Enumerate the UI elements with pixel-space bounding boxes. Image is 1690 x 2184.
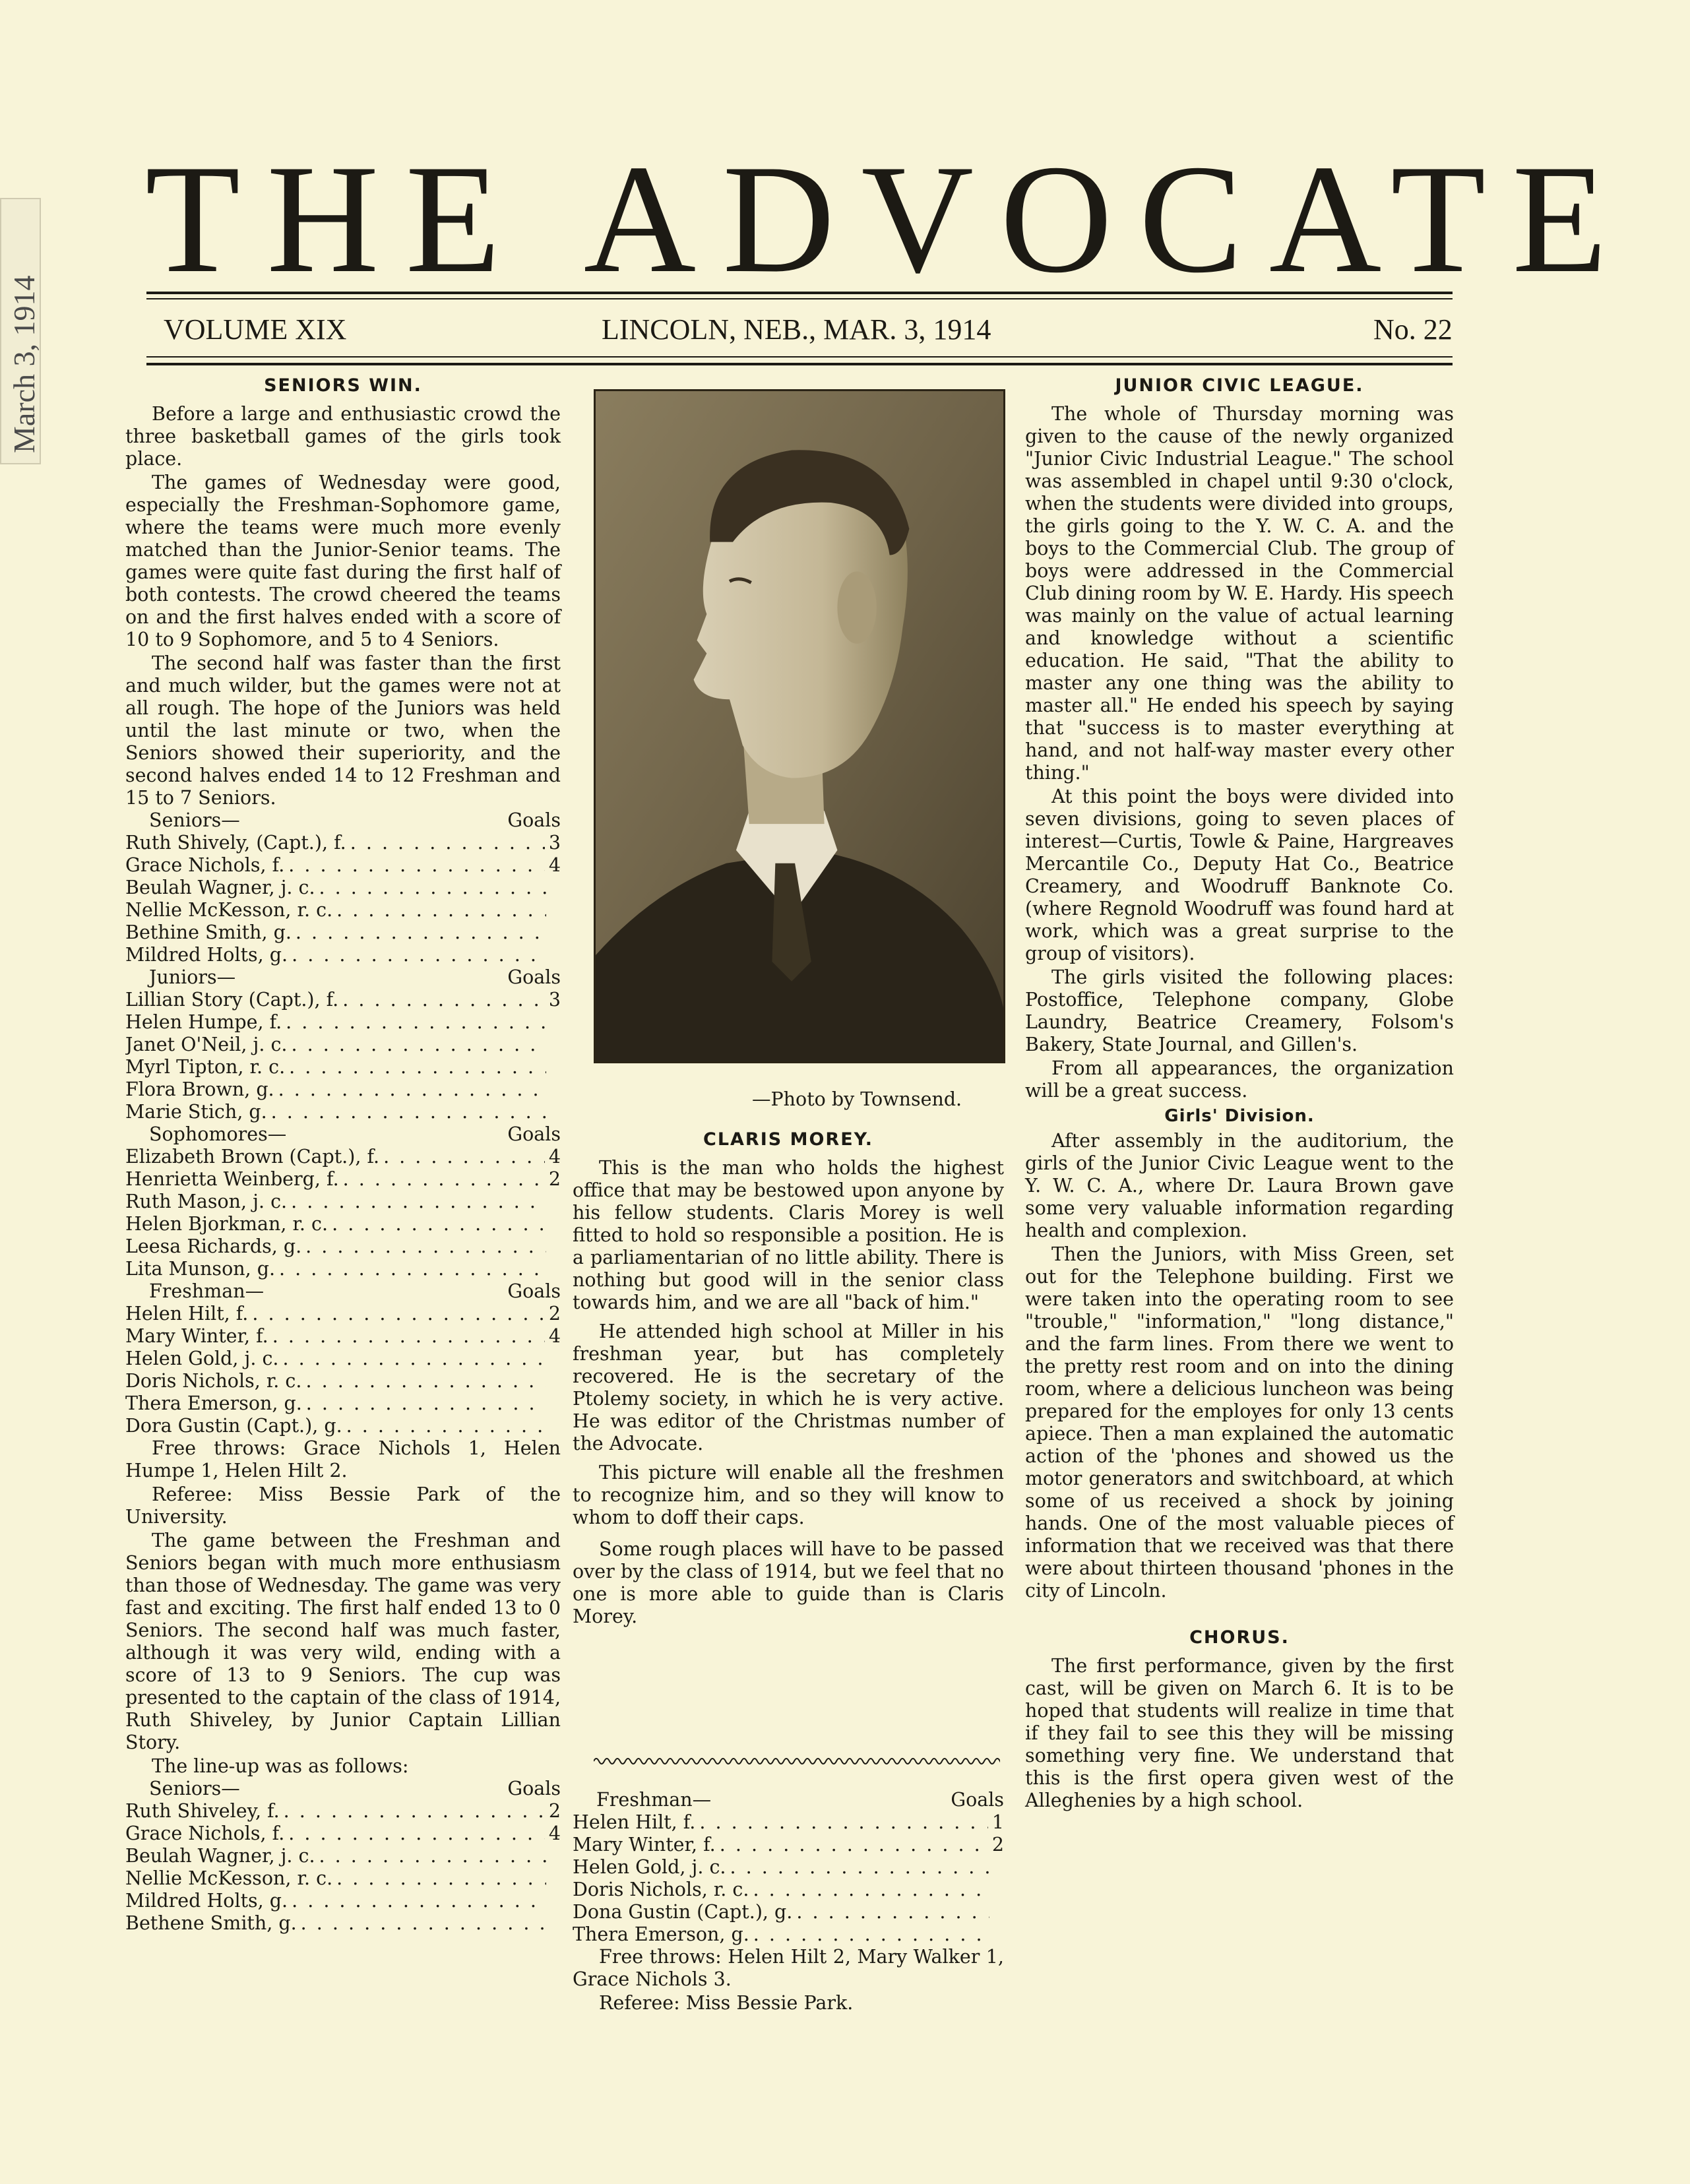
article-title: SENIORS WIN. — [264, 375, 422, 396]
dot-leader — [286, 1011, 546, 1034]
paragraph: The girls visited the following places: Postoffice, Telephone company, Globe Laundry, Beatrice Creamery, Folsom's Bakery, State Journal, and Gillen's. — [1025, 966, 1454, 1055]
player-row — [125, 1191, 561, 1213]
paragraph: Some rough places will have to be passed over by the class of 1914, but we feel that no one is more able to guide than is Claris Morey. — [573, 1538, 1004, 1627]
player-row — [125, 1011, 561, 1034]
player-row — [125, 989, 561, 1011]
player-name: Lita Munson, g. — [125, 1258, 275, 1280]
folio-rule-thin — [146, 356, 1453, 358]
player-row — [125, 1101, 561, 1123]
dot-leader — [288, 854, 545, 877]
player-row — [125, 1415, 561, 1437]
player-name: Marie Stich, g. — [125, 1101, 267, 1123]
player-goals: 2 — [548, 1303, 561, 1325]
player-goals: 1 — [991, 1811, 1004, 1833]
player-name: Helen Gold, j. c. — [573, 1856, 726, 1878]
dot-leader — [753, 1879, 989, 1901]
player-row — [125, 1325, 561, 1348]
player-goals: 3 — [548, 832, 561, 854]
dot-leader — [306, 1392, 546, 1415]
player-row — [125, 1348, 561, 1370]
player-name: Grace Nichols, f. — [125, 1823, 285, 1844]
masthead-title: THE ADVOCATE — [145, 133, 1634, 305]
dot-leader — [272, 1325, 545, 1348]
masthead-rule-top-thin — [146, 298, 1453, 299]
player-name: Thera Emerson, g. — [573, 1923, 749, 1945]
player-name: Leesa Richards, g. — [125, 1235, 302, 1257]
goals-label: Goals — [507, 1123, 561, 1145]
team-name: Sophomores— — [149, 1123, 287, 1145]
paragraph: The line-up was as follows: — [152, 1755, 409, 1777]
photo-credit: —Photo by Townsend. — [752, 1088, 962, 1110]
player-goals: 4 — [548, 1823, 561, 1844]
player-name: Doris Nichols, r. c. — [125, 1370, 302, 1392]
dot-leader — [336, 1867, 546, 1890]
goals-label: Goals — [507, 809, 561, 831]
article-title-chorus: CHORUS. — [1189, 1627, 1290, 1648]
article-title: JUNIOR CIVIC LEAGUE. — [1115, 375, 1364, 396]
team-name: Seniors— — [149, 1778, 240, 1799]
dot-leader — [289, 1056, 546, 1078]
player-goals: 4 — [548, 854, 561, 876]
player-name: Ruth Mason, j. c. — [125, 1191, 288, 1212]
player-name: Helen Humpe, f. — [125, 1011, 282, 1033]
player-row — [573, 1879, 1004, 1901]
player-name: Doris Nichols, r. c. — [573, 1879, 749, 1900]
player-name: Henrietta Weinberg, f. — [125, 1168, 339, 1190]
player-row — [125, 854, 561, 877]
player-name: Bethine Smith, g. — [125, 921, 292, 943]
player-name: Lillian Story (Capt.), f. — [125, 989, 339, 1011]
paragraph: The first performance, given by the first cast, will be given on March 6. It is to be hoped that students will realize in time that if they fail to see this they will be missing something very fine. We understand that this is the first opera given west of the Alleghenies by a high school. — [1025, 1655, 1454, 1811]
player-name: Mary Winter, f. — [125, 1325, 268, 1347]
player-row — [125, 1056, 561, 1078]
subsection-title: Girls' Division. — [1164, 1106, 1315, 1126]
dot-leader — [301, 1912, 546, 1935]
player-name: Bethene Smith, g. — [125, 1912, 297, 1934]
article-seniors-win — [125, 373, 561, 1935]
team-header — [125, 1778, 561, 1800]
article-title: CLARIS MOREY. — [703, 1129, 873, 1150]
player-name: Helen Hilt, f. — [125, 1303, 249, 1325]
paragraph: This picture will enable all the freshmen to recognize him, and so they will know to whom to doff their caps. — [573, 1462, 1004, 1528]
team-header — [125, 1280, 561, 1303]
dot-leader — [252, 1303, 544, 1325]
player-name: Mary Winter, f. — [573, 1834, 716, 1856]
paragraph: After assembly in the auditorium, the girls of the Junior Civic League went to the Y. W. C. A., where Dr. Laura Brown gave some very valuable information regarding health and complexion. — [1025, 1130, 1454, 1241]
team-header — [125, 966, 561, 989]
goals-label: Goals — [507, 966, 561, 988]
dot-leader — [292, 944, 546, 966]
dot-leader — [336, 899, 546, 921]
dot-leader — [292, 1890, 546, 1912]
player-row — [125, 832, 561, 854]
player-row — [125, 1867, 561, 1890]
player-name: Grace Nichols, f. — [125, 854, 285, 876]
player-row — [125, 1078, 561, 1101]
dot-leader — [332, 1213, 546, 1235]
player-row — [125, 1845, 561, 1867]
masthead-rule-top — [146, 292, 1453, 294]
player-row — [573, 1923, 1004, 1946]
paragraph: Then the Juniors, with Miss Green, set out for the Telephone building. First we were taken into the operating room to see "trouble," "information," "long distance," and the farm lines. From there we went to the pretty rest room and on into the dining room, where a delicious luncheon was being prepared for the employes for only 13 cents apiece. Then a man explained the automatic action of the 'phones and showed us the motor generators and switchboard, at which some of us received a shock by joining hands. One of the most valuable pieces of information that we received was that there were about thirteen thousand 'phones in the city of Lincoln. — [1025, 1243, 1454, 1602]
paragraph: Referee: Miss Bessie Park of the University. — [125, 1483, 561, 1528]
portrait-photo — [594, 389, 1005, 1063]
player-goals: 2 — [548, 1800, 561, 1822]
player-goals: 3 — [548, 989, 561, 1011]
player-name: Nellie McKesson, r. c. — [125, 899, 333, 921]
player-row — [125, 1146, 561, 1168]
article-claris-morey — [573, 1127, 1004, 1628]
dot-leader — [350, 832, 545, 854]
player-name: Helen Hilt, f. — [573, 1811, 696, 1833]
folio-rule — [146, 363, 1453, 365]
team-name: Freshman— — [596, 1789, 712, 1811]
player-name: Nellie McKesson, r. c. — [125, 1867, 333, 1889]
player-row — [125, 877, 561, 899]
player-name: Mildred Holts, g. — [125, 1890, 288, 1912]
player-row — [125, 899, 561, 921]
dot-leader — [343, 1168, 545, 1191]
team-header — [125, 809, 561, 832]
paragraph: The second half was faster than the first and much wilder, but the games were not at all rough. The hope of the Juniors was held until the last minute or two, when the Seniors showed their superiority, and the second halves ended 14 to 12 Freshman and 15 to 7 Seniors. — [125, 652, 561, 809]
player-name: Elizabeth Brown (Capt.), f. — [125, 1146, 380, 1168]
player-row — [125, 1890, 561, 1912]
team-header — [573, 1789, 1004, 1811]
player-name: Helen Bjorkman, r. c. — [125, 1213, 329, 1235]
dot-leader — [296, 921, 546, 944]
player-row — [125, 1235, 561, 1258]
dot-leader — [319, 877, 546, 899]
player-row — [125, 1370, 561, 1392]
team-name: Freshman— — [149, 1280, 265, 1302]
player-name: Beulah Wagner, j. c. — [125, 877, 315, 898]
player-row — [573, 1901, 1004, 1923]
freshman-lineup — [573, 1789, 1004, 2014]
player-row — [125, 1912, 561, 1935]
team-name: Juniors— — [149, 966, 236, 988]
section-divider — [594, 1755, 1000, 1768]
player-row — [125, 1823, 561, 1845]
dot-leader — [305, 1370, 546, 1392]
dot-leader — [291, 1034, 546, 1056]
dot-leader — [279, 1258, 546, 1280]
player-row — [573, 1811, 1004, 1834]
dot-leader — [753, 1923, 989, 1946]
paragraph: From all appearances, the organization will be a great success. — [1025, 1057, 1454, 1102]
player-row — [125, 1258, 561, 1280]
dot-leader — [699, 1811, 987, 1834]
player-name: Ruth Shively, (Capt.), f. — [125, 832, 346, 854]
paragraph: He attended high school at Miller in his freshman year, but has completely recovered. He is the secretary of the Ptolemy society, in which he is very active. He was editor of the Christmas number of the Advocate. — [573, 1321, 1004, 1454]
dot-leader — [730, 1856, 990, 1879]
article-junior-civic-league — [1025, 373, 1454, 1812]
player-name: Ruth Shiveley, f. — [125, 1800, 280, 1822]
player-name: Dona Gustin (Capt.), g. — [573, 1901, 793, 1923]
paragraph: Before a large and enthusiastic crowd the three basketball games of the girls took place. — [125, 403, 561, 470]
dot-leader — [284, 1800, 545, 1823]
paragraph: Referee: Miss Bessie Park. — [599, 1992, 854, 2014]
player-goals: 4 — [548, 1325, 561, 1347]
player-row — [125, 1213, 561, 1235]
dot-leader — [278, 1078, 546, 1101]
player-name: Helen Gold, j. c. — [125, 1348, 279, 1369]
player-name: Mildred Holts, g. — [125, 944, 288, 966]
player-name: Thera Emerson, g. — [125, 1392, 302, 1414]
player-name: Flora Brown, g. — [125, 1078, 274, 1100]
paragraph: Free throws: Helen Hilt 2, Mary Walker 1, Grace Nichols 3. — [573, 1946, 1004, 1990]
player-row — [125, 1392, 561, 1415]
dot-leader — [288, 1823, 545, 1845]
archive-date-text: March 3, 1914 — [7, 275, 41, 453]
team-header — [125, 1123, 561, 1146]
player-goals: 4 — [548, 1146, 561, 1168]
dot-leader — [319, 1845, 546, 1867]
player-goals: 2 — [991, 1834, 1004, 1856]
volume-label: VOLUME XIX — [164, 313, 347, 346]
dot-leader — [383, 1146, 545, 1168]
player-name: Dora Gustin (Capt.), g. — [125, 1415, 342, 1437]
player-row — [573, 1834, 1004, 1856]
player-name: Beulah Wagner, j. c. — [125, 1845, 315, 1867]
dot-leader — [796, 1901, 989, 1923]
dot-leader — [305, 1235, 546, 1258]
dot-leader — [342, 989, 545, 1011]
player-row — [125, 944, 561, 966]
player-row — [125, 1303, 561, 1325]
archive-date-label — [0, 198, 41, 464]
paragraph: The games of Wednesday were good, especially the Freshman-Sophomore game, where the teams were much more evenly matched than the Junior-Senior teams. The games were quite fast during the first half of both contests. The crowd cheered the teams on and the first halves ended with a score of 10 to 9 Sophomore, and 5 to 4 Seniors. — [125, 472, 561, 650]
player-row — [125, 1800, 561, 1823]
goals-label: Goals — [507, 1280, 561, 1302]
player-name: Myrl Tipton, r. c. — [125, 1056, 286, 1078]
paragraph: Free throws: Grace Nichols 1, Helen Humpe 1, Helen Hilt 2. — [125, 1437, 561, 1482]
dot-leader — [271, 1101, 546, 1123]
paragraph: The game between the Freshman and Seniors began with much more enthusiasm than those of Wednesday. The game was very fast and exciting. The first half ended 13 to 0 Seniors. The second half was much faster, although it was very wild, ending with a score of 13 to 9 Seniors. The cup was presented to the captain of the class of 1914, Ruth Shiveley, by Junior Captain Lillian Story. — [125, 1530, 561, 1753]
portrait-image — [596, 391, 1003, 1061]
dot-leader — [720, 1834, 988, 1856]
player-row — [125, 1168, 561, 1191]
paragraph: The whole of Thursday morning was given to the cause of the newly organized "Junior Civic Industrial League." The school was assembled in chapel until 9:30 o'clock, when the students were divided into groups, the girls going to the Y. W. C. A. and the boys to the Commercial Club. The group of boys were addressed in the Commercial Club dining room by W. E. Hardy. His speech was mainly on the value of actual learning and knowledge without a scientific education. He said, "That the ability to master any one thing was the ability to master all." He ended his speech by saying that "success is to master everything at hand, and not half-way master every other thing." — [1025, 403, 1454, 784]
team-name: Seniors— — [149, 809, 240, 831]
paragraph: This is the man who holds the highest office that may be bestowed upon anyone by his fellow students. Claris Morey is well fitted to hold so responsible a position. He is a parliamentarian of no little ability. There is nothing but good will in the senior class towards him, and we are all "back of him." — [573, 1157, 1004, 1313]
player-row — [125, 921, 561, 944]
paragraph: At this point the boys were divided into seven divisions, going to seven places of interest—Curtis, Towle & Paine, Hargreaves Mercantile Co., Deputy Hat Co., Beatrice Creamery, and Woodruff Banknote Co. (where Regnold Woodruff was found hard at work, which was a great surprise to the group of visitors). — [1025, 786, 1454, 964]
player-goals: 2 — [548, 1168, 561, 1190]
goals-label: Goals — [507, 1778, 561, 1799]
issue-number: No. 22 — [1373, 313, 1453, 346]
dot-leader — [291, 1191, 546, 1213]
player-row — [573, 1856, 1004, 1879]
player-row — [125, 1034, 561, 1056]
dot-leader — [283, 1348, 547, 1370]
player-name: Janet O'Neil, j. c. — [125, 1034, 288, 1055]
dot-leader — [346, 1415, 546, 1437]
goals-label: Goals — [951, 1789, 1004, 1811]
dateline: LINCOLN, NEB., MAR. 3, 1914 — [602, 313, 991, 346]
